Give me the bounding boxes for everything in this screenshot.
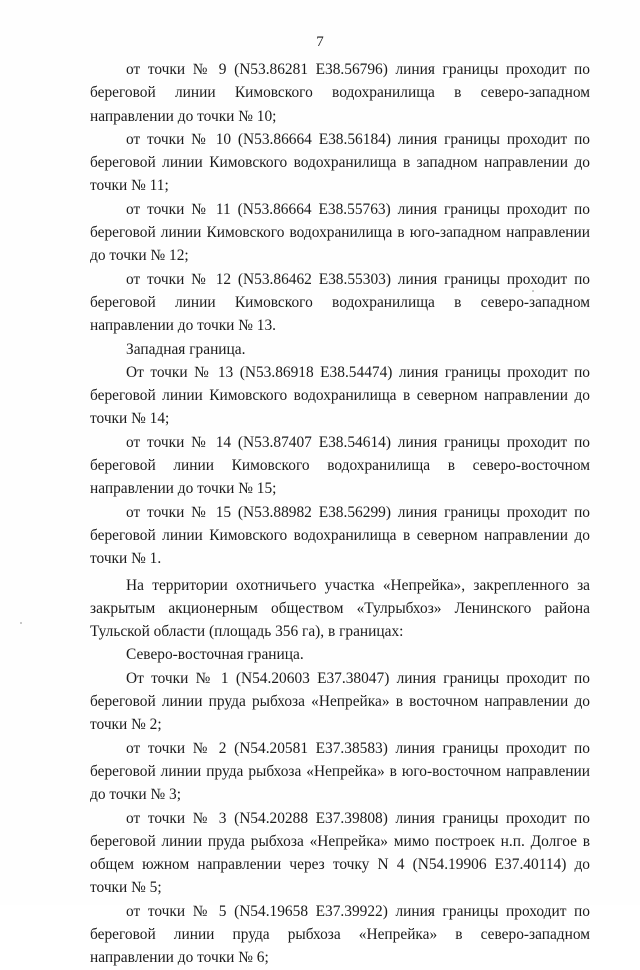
- paragraph-point-13: От точки № 13 (N53.86918 E38.54474) линия границы проходит по береговой линии Кимовского водохранилища в северном направлении до точки № 14;: [90, 363, 590, 428]
- scan-speck: [532, 290, 534, 292]
- paragraph-point-12: от точки № 12 (N53.86462 E38.55303) линия границы проходит по береговой линии Кимовского водохранилища в северо-западном направлении до точки № 13.: [90, 270, 590, 335]
- paragraph-nepreyka-intro: На территории охотничьего участка «Непрейка», закрепленного за закрытым акционерным обществом «Тулрыбхоз» Ленинского района Тульской области (площадь 356 га), в границах:: [90, 576, 590, 641]
- paragraph-point-11: от точки № 11 (N53.86664 E38.55763) линия границы проходит по береговой линии Кимовского водохранилища в юго-западном направлении до точки № 12;: [90, 200, 590, 265]
- paragraph-point-1: От точки № 1 (N54.20603 E37.38047) линия границы проходит по береговой линии пруда рыбхоза «Непрейка» в восточном направлении до точки № 2;: [90, 669, 590, 734]
- paragraph-point-2: от точки № 2 (N54.20581 E37.38583) линия границы проходит по береговой линии пруда рыбхоза «Непрейка» в юго-восточном направлении до точки № 3;: [90, 739, 590, 804]
- paragraph-point-10: от точки № 10 (N53.86664 E38.56184) линия границы проходит по береговой линии Кимовского водохранилища в западном направлении до точки № 11;: [90, 130, 590, 195]
- paragraph-point-5: от точки № 5 (N54.19658 E37.39922) линия границы проходит по береговой линии пруда рыбхоза «Непрейка» в северо-западном направлении до точки № 6;: [90, 902, 590, 967]
- paragraph-point-3: от точки № 3 (N54.20288 E37.39808) линия границы проходит по береговой линии пруда рыбхоза «Непрейка» мимо построек н.п. Долгое в общем южном направлении через точку N 4 (N54.19906 E37.40114) до точки № 5;: [90, 809, 590, 897]
- paragraph-point-15: от точки № 15 (N53.88982 E38.56299) линия границы проходит по береговой линии Кимовского водохранилища в северном направлении до точки № 1.: [90, 503, 590, 568]
- scan-speck: [20, 622, 22, 624]
- paragraph-point-14: от точки № 14 (N53.87407 E38.54614) линия границы проходит по береговой линии Кимовского водохранилища в северо-восточном направлении до точки № 15;: [90, 433, 590, 498]
- page-number: 7: [316, 34, 324, 50]
- paragraph-point-9: от точки № 9 (N53.86281 E38.56796) линия границы проходит по береговой линии Кимовского водохранилища в северо-западном направлении до точки № 10;: [90, 61, 590, 125]
- document-body: [90, 58, 590, 970]
- section-heading-west-border: Западная граница.: [126, 340, 246, 358]
- section-heading-northeast-border: Северо-восточная граница.: [126, 646, 304, 664]
